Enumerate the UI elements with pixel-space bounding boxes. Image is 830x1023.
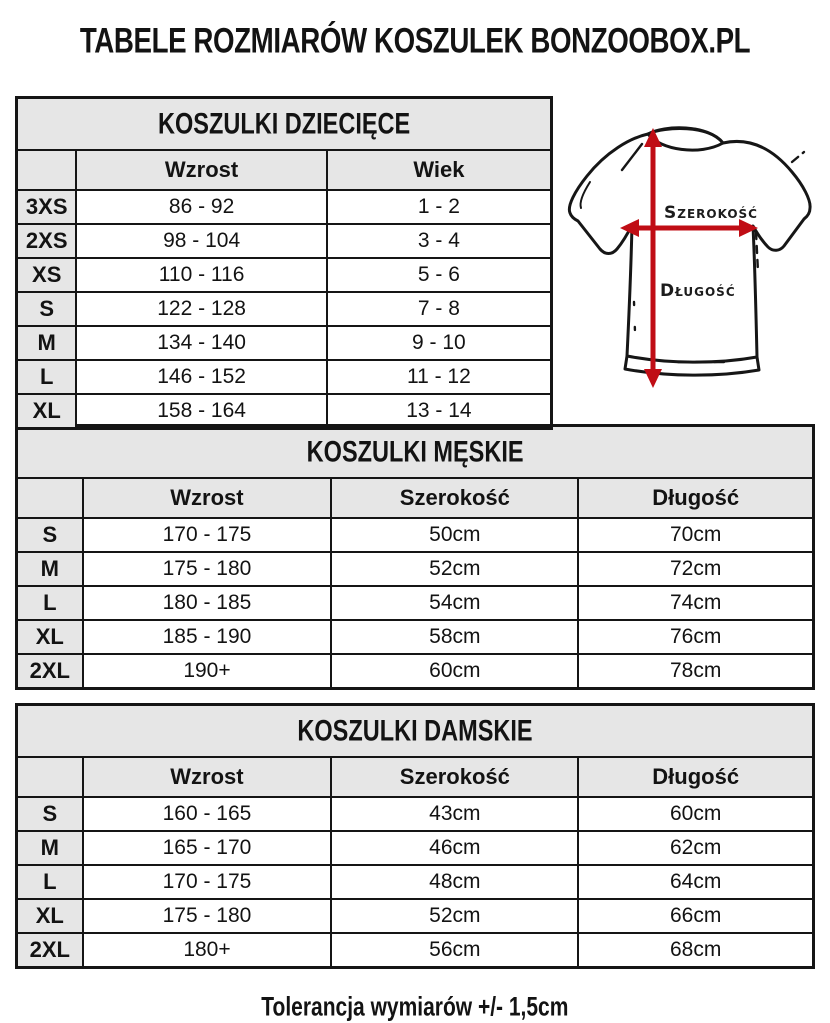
- value-cell: 122 - 128: [76, 292, 326, 326]
- value-cell: 76cm: [578, 620, 813, 654]
- size-cell: XL: [17, 620, 83, 654]
- value-cell: 190+: [83, 654, 332, 689]
- size-cell: S: [17, 518, 83, 552]
- tshirt-diagram-svg: [560, 100, 822, 398]
- value-cell: 60cm: [331, 654, 578, 689]
- men-size-table: [15, 424, 815, 690]
- table-title: [17, 426, 814, 479]
- table-title-text: KOSZULKI DZIECIĘCE: [157, 107, 411, 140]
- table-title-row: [17, 98, 552, 151]
- table-row: [17, 224, 552, 258]
- value-cell: 3 - 4: [327, 224, 552, 258]
- table-row: [17, 518, 814, 552]
- value-cell: 52cm: [331, 899, 578, 933]
- value-cell: 46cm: [331, 831, 578, 865]
- kids-table-container: [15, 96, 553, 430]
- table-title-row: [17, 426, 814, 479]
- column-header: Szerokość: [331, 757, 578, 797]
- table-title-text: KOSZULKI MĘSKIE: [306, 435, 524, 468]
- value-cell: 158 - 164: [76, 394, 326, 429]
- size-cell: L: [17, 360, 77, 394]
- value-cell: 13 - 14: [327, 394, 552, 429]
- table-row: [17, 933, 814, 968]
- value-cell: 54cm: [331, 586, 578, 620]
- value-cell: 48cm: [331, 865, 578, 899]
- size-cell: M: [17, 326, 77, 360]
- size-cell: XL: [17, 394, 77, 429]
- tshirt-outline: [569, 128, 810, 375]
- table-header-row: [17, 757, 814, 797]
- size-cell: XS: [17, 258, 77, 292]
- value-cell: 52cm: [331, 552, 578, 586]
- size-cell: L: [17, 865, 83, 899]
- value-cell: 170 - 175: [83, 865, 332, 899]
- men-table-container: [15, 424, 815, 690]
- table-row: [17, 586, 814, 620]
- value-cell: 72cm: [578, 552, 813, 586]
- table-row: [17, 899, 814, 933]
- value-cell: 74cm: [578, 586, 813, 620]
- page-title: [0, 0, 830, 62]
- value-cell: 180+: [83, 933, 332, 968]
- table-title: [17, 98, 552, 151]
- column-header: Szerokość: [331, 478, 578, 518]
- corner-header-cell: [17, 478, 83, 518]
- value-cell: 9 - 10: [327, 326, 552, 360]
- size-cell: 2XL: [17, 654, 83, 689]
- hero-section: [0, 96, 830, 423]
- value-cell: 160 - 165: [83, 797, 332, 831]
- value-cell: 58cm: [331, 620, 578, 654]
- value-cell: 11 - 12: [327, 360, 552, 394]
- tolerance-note: [0, 993, 830, 1022]
- value-cell: 50cm: [331, 518, 578, 552]
- value-cell: 1 - 2: [327, 190, 552, 224]
- value-cell: 68cm: [578, 933, 813, 968]
- width-label: Szerokość: [664, 203, 758, 223]
- table-header-row: [17, 478, 814, 518]
- size-cell: 3XS: [17, 190, 77, 224]
- value-cell: 60cm: [578, 797, 813, 831]
- table-row: [17, 620, 814, 654]
- value-cell: 180 - 185: [83, 586, 332, 620]
- table-row: [17, 360, 552, 394]
- value-cell: 146 - 152: [76, 360, 326, 394]
- value-cell: 62cm: [578, 831, 813, 865]
- size-cell: M: [17, 831, 83, 865]
- value-cell: 78cm: [578, 654, 813, 689]
- value-cell: 165 - 170: [83, 831, 332, 865]
- women-size-table: [15, 703, 815, 969]
- value-cell: 86 - 92: [76, 190, 326, 224]
- table-row: [17, 865, 814, 899]
- size-cell: S: [17, 797, 83, 831]
- size-cell: 2XL: [17, 933, 83, 968]
- corner-header-cell: [17, 757, 83, 797]
- table-row: [17, 654, 814, 689]
- column-header: Wzrost: [83, 757, 332, 797]
- table-title: [17, 705, 814, 758]
- size-cell: XL: [17, 899, 83, 933]
- table-row: [17, 190, 552, 224]
- size-cell: 2XS: [17, 224, 77, 258]
- table-header-row: [17, 150, 552, 190]
- value-cell: 5 - 6: [327, 258, 552, 292]
- value-cell: 7 - 8: [327, 292, 552, 326]
- value-cell: 175 - 180: [83, 899, 332, 933]
- table-row: [17, 831, 814, 865]
- women-table-container: [15, 703, 815, 969]
- column-header: Wiek: [327, 150, 552, 190]
- table-row: [17, 292, 552, 326]
- value-cell: 70cm: [578, 518, 813, 552]
- value-cell: 134 - 140: [76, 326, 326, 360]
- value-cell: 185 - 190: [83, 620, 332, 654]
- size-cell: S: [17, 292, 77, 326]
- tolerance-note-text: Tolerancja wymiarów +/- 1,5cm: [261, 992, 569, 1022]
- value-cell: 43cm: [331, 797, 578, 831]
- kids-size-table: [15, 96, 553, 430]
- size-cell: M: [17, 552, 83, 586]
- table-row: [17, 258, 552, 292]
- table-row: [17, 552, 814, 586]
- table-row: [17, 326, 552, 360]
- column-header: Wzrost: [83, 478, 332, 518]
- size-cell: L: [17, 586, 83, 620]
- length-label: Długość: [660, 281, 736, 301]
- tshirt-diagram: [560, 100, 822, 398]
- value-cell: 98 - 104: [76, 224, 326, 258]
- value-cell: 175 - 180: [83, 552, 332, 586]
- value-cell: 64cm: [578, 865, 813, 899]
- table-title-row: [17, 705, 814, 758]
- column-header: Długość: [578, 757, 813, 797]
- value-cell: 110 - 116: [76, 258, 326, 292]
- value-cell: 66cm: [578, 899, 813, 933]
- column-header: Długość: [578, 478, 813, 518]
- value-cell: 170 - 175: [83, 518, 332, 552]
- value-cell: 56cm: [331, 933, 578, 968]
- corner-header-cell: [17, 150, 77, 190]
- table-row: [17, 797, 814, 831]
- table-row: [17, 394, 552, 429]
- table-title-text: KOSZULKI DAMSKIE: [297, 714, 533, 747]
- page-title-text: TABELE ROZMIARÓW KOSZULEK BONZOOBOX.PL: [79, 20, 751, 61]
- column-header: Wzrost: [76, 150, 326, 190]
